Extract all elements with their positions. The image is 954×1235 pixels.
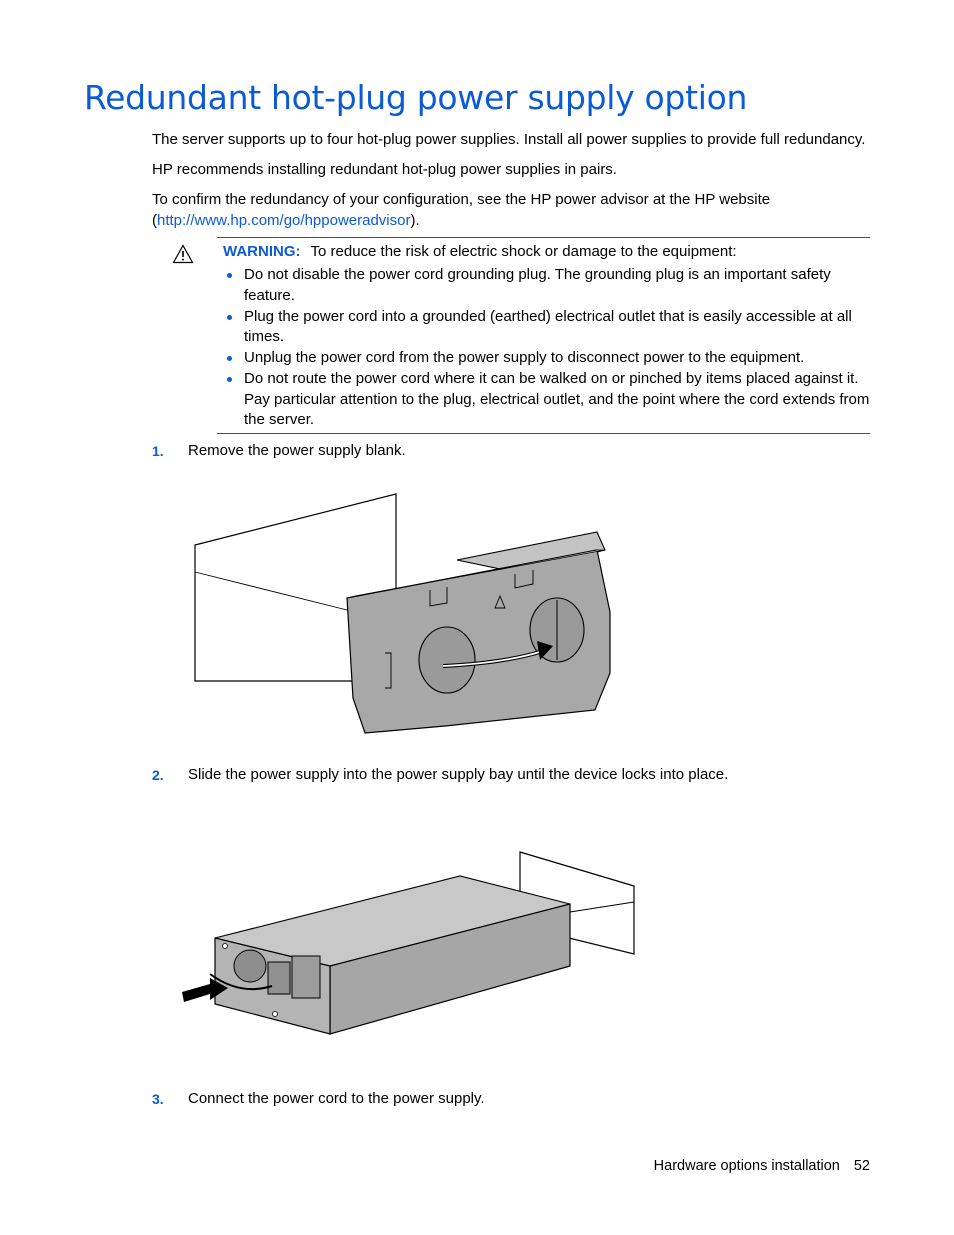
warning-heading: [223, 242, 737, 262]
warning-item: Plug the power cord into a grounded (earthed) electrical outlet that is easily accessible at all times.: [224, 307, 870, 348]
intro-paragraph-1: The server supports up to four hot-plug power supplies. Install all power supplies to provide full redundancy.: [152, 131, 866, 148]
page-footer: [654, 1158, 870, 1174]
warning-item: Do not route the power cord where it can be walked on or pinched by items placed against it. Pay particular attention to the plug, electrical outlet, and the point where the cord extends from the server.: [224, 369, 870, 431]
intro-paragraph-2: HP recommends installing redundant hot-plug power supplies in pairs.: [152, 161, 617, 178]
open-paren: (: [152, 212, 157, 229]
step-number: 3.: [152, 1091, 164, 1107]
warning-label: WARNING:: [223, 243, 301, 260]
footer-section: Hardware options installation: [653, 1158, 840, 1174]
warning-list: [224, 265, 870, 431]
close-paren: ).: [410, 212, 420, 229]
confirm-paragraph: [152, 189, 872, 231]
warning-triangle-icon: [172, 244, 194, 264]
warning-text: To reduce the risk of electric shock or damage to the equipment:: [310, 243, 737, 260]
step-text: Slide the power supply into the power supply bay until the device locks into place.: [188, 766, 729, 783]
step-text: Remove the power supply blank.: [188, 442, 406, 459]
hp-power-advisor-link[interactable]: http://www.hp.com/go/hppoweradvisor: [157, 212, 411, 229]
page-number: 52: [853, 1158, 870, 1174]
insert-power-supply-illustration: [180, 846, 640, 1041]
step-text: Connect the power cord to the power supply.: [188, 1090, 485, 1107]
step-number: 1.: [152, 443, 164, 459]
confirm-text: To confirm the redundancy of your configuration, see the HP power advisor at the HP website: [152, 191, 771, 208]
page-title: Redundant hot-plug power supply option: [84, 78, 748, 117]
step-number: 2.: [152, 767, 164, 783]
remove-blank-illustration: [185, 488, 625, 743]
warning-item: Do not disable the power cord grounding plug. The grounding plug is an important safety feature.: [224, 265, 870, 306]
warning-item: Unplug the power cord from the power supply to disconnect power to the equipment.: [224, 348, 870, 369]
